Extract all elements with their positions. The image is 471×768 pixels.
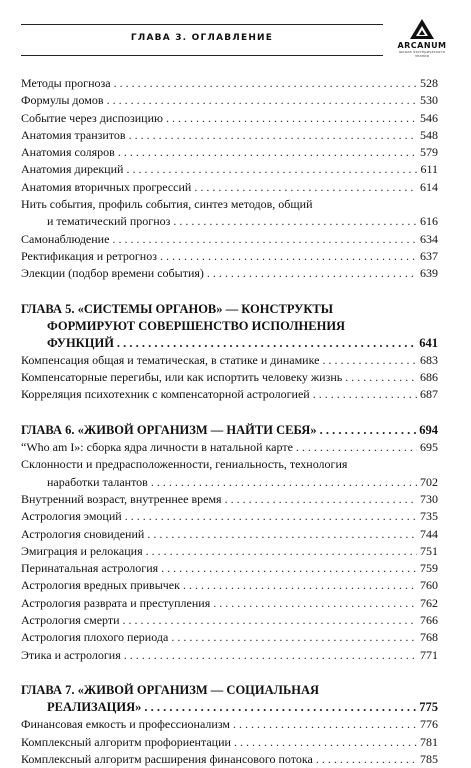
entry-title: Анатомия вторичных прогрессий bbox=[21, 179, 192, 194]
toc-entry[interactable] bbox=[21, 127, 438, 144]
entry-page: 695 bbox=[420, 440, 438, 455]
running-title: ГЛАВА 3. ОГЛАВЛЕНИЕ bbox=[130, 33, 274, 43]
toc-entry[interactable] bbox=[21, 647, 438, 664]
dot-leader bbox=[166, 110, 417, 127]
chapter-heading-tail: РЕАЛИЗАЦИЯ» bbox=[47, 699, 142, 714]
dot-leader bbox=[225, 491, 417, 508]
dot-leader bbox=[125, 508, 417, 525]
entry-page: 686 bbox=[420, 370, 438, 385]
toc-entry[interactable] bbox=[21, 144, 438, 161]
toc-entry[interactable] bbox=[21, 248, 438, 265]
entry-page: 744 bbox=[420, 526, 438, 541]
toc-entry[interactable] bbox=[21, 577, 438, 594]
entry-title: Эмиграция и релокация bbox=[21, 543, 143, 558]
toc-entry[interactable] bbox=[21, 734, 438, 751]
entry-title: Астрология вредных привычек bbox=[21, 578, 180, 593]
toc-chapter-6 bbox=[21, 422, 438, 664]
entry-title: Перинатальная астрология bbox=[21, 561, 159, 576]
toc-entry[interactable] bbox=[21, 110, 438, 127]
toc-entry[interactable] bbox=[21, 508, 438, 525]
header-rule-bottom bbox=[21, 55, 383, 56]
dot-leader bbox=[129, 127, 417, 144]
dot-leader bbox=[171, 629, 417, 646]
dot-leader bbox=[183, 577, 417, 594]
dot-leader bbox=[173, 213, 417, 230]
entry-page: 785 bbox=[420, 751, 438, 766]
chapter-heading-line3[interactable] bbox=[21, 335, 438, 352]
dot-leader bbox=[112, 231, 417, 248]
chapter-heading-line2[interactable]: ФОРМИРУЮТ СОВЕРШЕНСТВО ИСПОЛНЕНИЯ bbox=[47, 318, 346, 333]
toc-entry[interactable] bbox=[21, 439, 438, 456]
toc-entry-line2[interactable] bbox=[21, 474, 438, 491]
entry-title: Астрология сновидений bbox=[21, 526, 145, 541]
logo-name: ARCANUM bbox=[397, 41, 447, 50]
entry-page: 781 bbox=[420, 734, 438, 749]
dot-leader bbox=[114, 75, 417, 92]
toc-entry[interactable] bbox=[21, 543, 438, 560]
entry-page: 735 bbox=[420, 509, 438, 524]
dot-leader bbox=[144, 699, 416, 716]
entry-title: Астрология эмоций bbox=[21, 509, 122, 524]
entry-page: 530 bbox=[420, 93, 438, 108]
entry-title: Астрология плохого периода bbox=[21, 630, 169, 645]
entry-page: 702 bbox=[420, 474, 438, 489]
dot-leader bbox=[320, 422, 417, 439]
entry-title: Анатомия дирекций bbox=[21, 162, 124, 177]
entry-page: 611 bbox=[420, 162, 438, 177]
dot-leader bbox=[151, 474, 417, 491]
entry-title: Ректификация и ретрогноз bbox=[21, 248, 157, 263]
toc-entry[interactable] bbox=[21, 629, 438, 646]
entry-title: Склонности и предрасположенности, гениальность, технология bbox=[21, 457, 348, 472]
arcanum-triangle-icon bbox=[409, 18, 435, 40]
toc-entry-line1[interactable] bbox=[21, 196, 438, 213]
chapter-heading[interactable]: ГЛАВА 5. «СИСТЕМЫ ОРГАНОВ» — КОНСТРУКТЫ bbox=[21, 301, 334, 316]
dot-leader bbox=[345, 369, 417, 386]
dot-leader bbox=[126, 161, 417, 178]
dot-leader bbox=[117, 335, 416, 352]
entry-title: Компенсация общая и тематическая, в статике и динамике bbox=[21, 352, 320, 367]
entry-title: Комплексный алгоритм расширения финансового потока bbox=[21, 751, 313, 766]
entry-page: 762 bbox=[420, 595, 438, 610]
toc-entry[interactable] bbox=[21, 92, 438, 109]
toc-entry[interactable] bbox=[21, 179, 438, 196]
entry-title: Формулы домов bbox=[21, 93, 104, 108]
dot-leader bbox=[213, 595, 417, 612]
dot-leader bbox=[316, 751, 417, 768]
toc-chapter-7 bbox=[21, 682, 438, 768]
entry-page: 683 bbox=[420, 352, 438, 367]
dot-leader bbox=[322, 352, 417, 369]
chapter-page: 641 bbox=[419, 335, 438, 350]
entry-title: Анатомия соляров bbox=[21, 145, 115, 160]
toc-entry[interactable] bbox=[21, 231, 438, 248]
toc-entry[interactable] bbox=[21, 491, 438, 508]
entry-title: Астрология разврата и преступления bbox=[21, 595, 211, 610]
entry-page: 637 bbox=[420, 248, 438, 263]
entry-title-continued: наработки талантов bbox=[47, 474, 148, 489]
entry-title: Финансовая емкость и профессионализм bbox=[21, 717, 230, 732]
entry-page: 771 bbox=[420, 647, 438, 662]
entry-title: Внутренний возраст, внутреннее время bbox=[21, 491, 222, 506]
toc-entry[interactable] bbox=[21, 751, 438, 768]
toc-entry-line1[interactable] bbox=[21, 456, 438, 473]
dot-leader bbox=[313, 386, 417, 403]
entry-title-continued: и тематический прогноз bbox=[47, 214, 171, 229]
toc-section-top bbox=[21, 75, 438, 283]
toc-chapter-5 bbox=[21, 301, 438, 404]
entry-page: 579 bbox=[420, 145, 438, 160]
entry-title: Нить события, профиль события, синтез методов, общий bbox=[21, 197, 313, 212]
dot-leader bbox=[147, 526, 417, 543]
entry-page: 776 bbox=[420, 717, 438, 732]
entry-page: 766 bbox=[420, 613, 438, 628]
toc-entry[interactable] bbox=[21, 716, 438, 733]
chapter-heading[interactable] bbox=[21, 422, 438, 439]
dot-leader bbox=[194, 179, 417, 196]
toc-entry[interactable] bbox=[21, 595, 438, 612]
entry-page: 548 bbox=[420, 127, 438, 142]
entry-page: 528 bbox=[420, 76, 438, 90]
chapter-page: 775 bbox=[419, 699, 438, 714]
dot-leader bbox=[160, 248, 417, 265]
entry-page: 730 bbox=[420, 491, 438, 506]
dot-leader bbox=[207, 265, 417, 282]
dot-leader bbox=[296, 439, 417, 456]
dot-leader bbox=[233, 716, 417, 733]
entry-title: Элекции (подбор времени события) bbox=[21, 266, 204, 281]
entry-page: 760 bbox=[420, 578, 438, 593]
toc-entry[interactable] bbox=[21, 386, 438, 403]
chapter-page: 694 bbox=[419, 422, 438, 437]
dot-leader bbox=[234, 734, 417, 751]
entry-title: Анатомия транзитов bbox=[21, 127, 126, 142]
toc-entry[interactable] bbox=[21, 265, 438, 282]
chapter-heading-line2[interactable] bbox=[21, 699, 438, 716]
dot-leader bbox=[161, 560, 417, 577]
entry-title: Самонаблюдение bbox=[21, 231, 110, 246]
toc-entry[interactable] bbox=[21, 369, 438, 386]
entry-title: “Who am I»: сборка ядра личности в натальной карте bbox=[21, 440, 293, 455]
chapter-heading-tail: ФУНКЦИЙ bbox=[47, 335, 114, 350]
entry-title: Этика и астрология bbox=[21, 647, 121, 662]
toc-entry[interactable] bbox=[21, 612, 438, 629]
toc-entry-line2[interactable] bbox=[21, 213, 438, 230]
dot-leader bbox=[118, 144, 417, 161]
dot-leader bbox=[124, 647, 417, 664]
chapter-heading-text: ГЛАВА 6. «ЖИВОЙ ОРГАНИЗМ — НАЙТИ СЕБЯ» bbox=[21, 422, 317, 437]
entry-title: Астрология смерти bbox=[21, 613, 120, 628]
entry-page: 614 bbox=[420, 179, 438, 194]
toc-entry[interactable] bbox=[21, 560, 438, 577]
entry-page: 687 bbox=[420, 387, 438, 402]
entry-page: 546 bbox=[420, 110, 438, 125]
toc-entry[interactable] bbox=[21, 352, 438, 369]
toc-entry[interactable] bbox=[21, 526, 438, 543]
entry-page: 759 bbox=[420, 561, 438, 576]
header-rule-top bbox=[21, 24, 383, 25]
logo-tagline: школа эзотерического знания bbox=[399, 50, 445, 58]
dot-leader bbox=[107, 92, 417, 109]
toc-entry[interactable] bbox=[21, 161, 438, 178]
dot-leader bbox=[146, 543, 417, 560]
entry-page: 634 bbox=[420, 231, 438, 246]
running-header bbox=[21, 0, 451, 66]
table-of-contents bbox=[21, 75, 438, 768]
toc-entry[interactable] bbox=[21, 75, 438, 92]
entry-page: 768 bbox=[420, 630, 438, 645]
chapter-heading[interactable]: ГЛАВА 7. «ЖИВОЙ ОРГАНИЗМ — СОЦИАЛЬНАЯ bbox=[21, 682, 319, 697]
publisher-logo bbox=[393, 18, 451, 66]
entry-title: Корреляция психотехник с компенсаторной астрологией bbox=[21, 387, 310, 402]
entry-title: Методы прогноза bbox=[21, 76, 111, 90]
dot-leader bbox=[123, 612, 417, 629]
entry-title: Комплексный алгоритм профориентации bbox=[21, 734, 231, 749]
entry-page: 751 bbox=[420, 543, 438, 558]
entry-title: Компенсаторные перегибы, или как испортить человеку жизнь bbox=[21, 370, 343, 385]
entry-page: 616 bbox=[420, 214, 438, 229]
entry-title: Событие через диспозицию bbox=[21, 110, 163, 125]
entry-page: 639 bbox=[420, 266, 438, 281]
